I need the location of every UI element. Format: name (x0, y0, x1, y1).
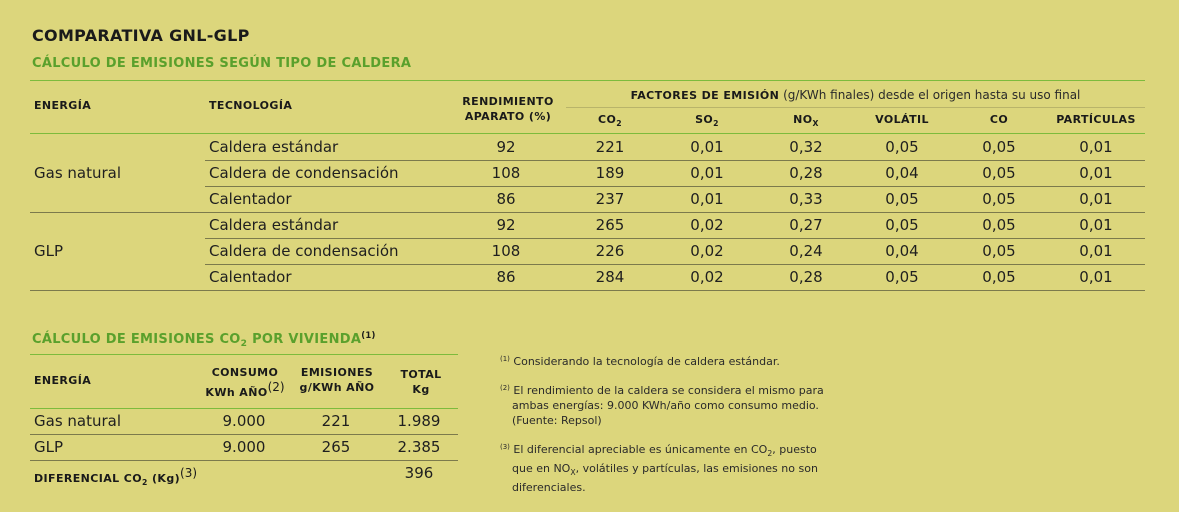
header-co2-text: CO (598, 113, 617, 126)
header-nox-sub: X (812, 119, 819, 128)
group-divider (30, 212, 1145, 213)
table-cell-co2: 226 (595, 242, 625, 260)
factores-sub-rule (566, 107, 1145, 108)
table-cell-particulas: 0,01 (1079, 216, 1113, 234)
table-cell-rendimiento: 108 (491, 164, 521, 182)
table-cell-volatil: 0,05 (885, 268, 919, 286)
table-cell-nox: 0,33 (789, 190, 823, 208)
section1-bottom-rule (30, 290, 1145, 291)
table-cell-volatil: 0,05 (885, 190, 919, 208)
table-cell-nox: 0,24 (789, 242, 823, 260)
footnote-1-mark: (1) (500, 355, 510, 363)
section2-title-a: CÁLCULO DE EMISIONES (32, 332, 215, 347)
s2-cell-energia: Gas natural (34, 412, 122, 430)
table-cell-particulas: 0,01 (1079, 242, 1113, 260)
table-cell-so2: 0,02 (690, 242, 724, 260)
s2-header-consumo-line2: KWh AÑO (205, 386, 268, 399)
s2-header-consumo (200, 365, 290, 400)
table-cell-so2: 0,02 (690, 216, 724, 234)
header-tecnologia: TECNOLOGÍA (209, 99, 293, 112)
table-cell-particulas: 0,01 (1079, 268, 1113, 286)
row-divider (205, 186, 1145, 187)
footnote-3-line3: diferenciales. (512, 481, 586, 494)
s2-cell-total: 2.385 (397, 438, 441, 456)
table-cell-rendimiento: 86 (496, 268, 516, 286)
table-cell-co2: 221 (595, 138, 625, 156)
s2-diferencial-mark: (3) (180, 466, 198, 480)
table-cell-nox: 0,32 (789, 138, 823, 156)
s2-header-consumo-line1: CONSUMO (211, 366, 279, 379)
footnote-1 (500, 352, 780, 369)
s2-diferencial-label-b: (Kg) (151, 472, 181, 485)
header-co2-sub: 2 (616, 119, 622, 128)
table-cell-co: 0,05 (982, 268, 1016, 286)
s2-header-total-line1: TOTAL (400, 368, 442, 381)
header-so2 (662, 113, 752, 128)
section2-title-sub: 2 (240, 339, 248, 349)
footnote-3-line1-sub: 2 (767, 449, 773, 458)
header-co: CO (989, 113, 1009, 126)
section2-title-b: POR VIVIENDA (252, 332, 362, 347)
table-cell-so2: 0,01 (690, 190, 724, 208)
s2-cell-total: 1.989 (397, 412, 441, 430)
section2-title-co: CO (219, 332, 241, 347)
section1-top-rule (30, 80, 1145, 81)
table-cell-nox: 0,28 (789, 268, 823, 286)
header-volatil: VOLÁTIL (875, 113, 929, 126)
s2-row-divider (30, 434, 458, 435)
header-rendimiento (455, 94, 561, 124)
s2-diferencial-label (34, 466, 197, 487)
table-cell-particulas: 0,01 (1079, 190, 1113, 208)
header-factores-rest: (g/KWh finales) desde el origen hasta su uso final (783, 88, 1081, 102)
table-cell-rendimiento: 108 (491, 242, 521, 260)
table-cell-nox: 0,27 (789, 216, 823, 234)
s2-header-emisiones-line1: EMISIONES (300, 366, 374, 379)
footnote-3 (500, 440, 818, 495)
page-title: COMPARATIVA GNL-GLP (32, 26, 250, 45)
s2-header-energia: ENERGÍA (34, 374, 92, 387)
section1-title: CÁLCULO DE EMISIONES SEGÚN TIPO DE CALDERA (32, 56, 412, 71)
header-factores-bold: FACTORES DE EMISIÓN (630, 89, 780, 102)
footnote-2-line3: (Fuente: Repsol) (512, 414, 602, 427)
footnote-3-line2b: , volátiles y partículas, las emisiones no son (575, 462, 818, 475)
row-divider (205, 238, 1145, 239)
table-cell-so2: 0,01 (690, 164, 724, 182)
s2-cell-emisiones: 221 (321, 412, 351, 430)
table-cell-so2: 0,02 (690, 268, 724, 286)
footnote-3-mark: (3) (500, 443, 510, 451)
table-cell-tecnologia: Caldera de condensación (209, 242, 399, 260)
header-so2-text: SO (695, 113, 714, 126)
table-cell-co: 0,05 (982, 242, 1016, 260)
table-cell-co: 0,05 (982, 190, 1016, 208)
table-cell-particulas: 0,01 (1079, 164, 1113, 182)
table-cell-co: 0,05 (982, 164, 1016, 182)
table-cell-co2: 237 (595, 190, 625, 208)
section2-header-rule (30, 408, 458, 409)
s2-row-divider (30, 460, 458, 461)
header-factores (566, 88, 1145, 102)
header-so2-sub: 2 (713, 119, 719, 128)
table-cell-so2: 0,01 (690, 138, 724, 156)
row-divider (205, 160, 1145, 161)
footnote-2-mark: (2) (500, 384, 510, 392)
s2-header-total (385, 367, 457, 397)
table-cell-tecnologia: Caldera estándar (209, 216, 339, 234)
s2-cell-emisiones: 265 (321, 438, 351, 456)
header-co2 (566, 113, 654, 128)
table-cell-rendimiento: 92 (496, 216, 516, 234)
footnote-2 (500, 381, 824, 428)
table-cell-tecnologia: Calentador (209, 268, 292, 286)
table-cell-volatil: 0,04 (885, 164, 919, 182)
section2-title-mark: (1) (361, 330, 376, 340)
section1-header-rule (30, 133, 1145, 134)
table-cell-tecnologia: Calentador (209, 190, 292, 208)
table-cell-rendimiento: 92 (496, 138, 516, 156)
s2-cell-energia: GLP (34, 438, 64, 456)
footnote-3-line2-sub: X (570, 468, 576, 477)
s2-diferencial-label-a: DIFERENCIAL CO (34, 472, 142, 485)
header-energia: ENERGÍA (34, 99, 92, 112)
s2-header-emisiones-line2: g/KWh AÑO (299, 381, 375, 394)
footnote-1-text: Considerando la tecnología de caldera estándar. (513, 355, 780, 368)
footnote-3-line2a: que en NO (512, 462, 571, 475)
table-cell-volatil: 0,05 (885, 216, 919, 234)
group-energia-glp: GLP (34, 242, 64, 260)
s2-header-emisiones (293, 365, 381, 395)
s2-diferencial-value: 396 (404, 464, 434, 482)
section2-top-rule (30, 354, 458, 355)
section2-title (32, 330, 376, 349)
table-cell-rendimiento: 86 (496, 190, 516, 208)
header-nox (758, 113, 854, 128)
s2-header-consumo-mark: (2) (267, 380, 285, 394)
table-cell-co2: 284 (595, 268, 625, 286)
table-cell-co2: 189 (595, 164, 625, 182)
table-cell-volatil: 0,04 (885, 242, 919, 260)
header-rendimiento-line2: APARATO (%) (464, 110, 552, 123)
table-cell-tecnologia: Caldera de condensación (209, 164, 399, 182)
s2-diferencial-label-sub: 2 (141, 478, 148, 487)
table-cell-particulas: 0,01 (1079, 138, 1113, 156)
header-nox-text: NO (793, 113, 813, 126)
table-cell-tecnologia: Caldera estándar (209, 138, 339, 156)
table-cell-nox: 0,28 (789, 164, 823, 182)
footnote-3-line1a: El diferencial apreciable es únicamente en CO (513, 443, 768, 456)
table-cell-co2: 265 (595, 216, 625, 234)
header-particulas: PARTÍCULAS (1056, 113, 1136, 126)
footnote-2-line2: ambas energías: 9.000 KWh/año como consumo medio. (512, 399, 819, 412)
s2-cell-consumo: 9.000 (222, 412, 266, 430)
s2-cell-consumo: 9.000 (222, 438, 266, 456)
table-cell-co: 0,05 (982, 138, 1016, 156)
header-rendimiento-line1: RENDIMIENTO (462, 95, 554, 108)
row-divider (205, 264, 1145, 265)
table-cell-volatil: 0,05 (885, 138, 919, 156)
group-energia-gas-natural: Gas natural (34, 164, 122, 182)
footnote-3-line1b: , puesto (772, 443, 817, 456)
table-cell-co: 0,05 (982, 216, 1016, 234)
footnote-2-line1: El rendimiento de la caldera se considera el mismo para (513, 384, 824, 397)
s2-header-total-line2: Kg (412, 383, 430, 396)
